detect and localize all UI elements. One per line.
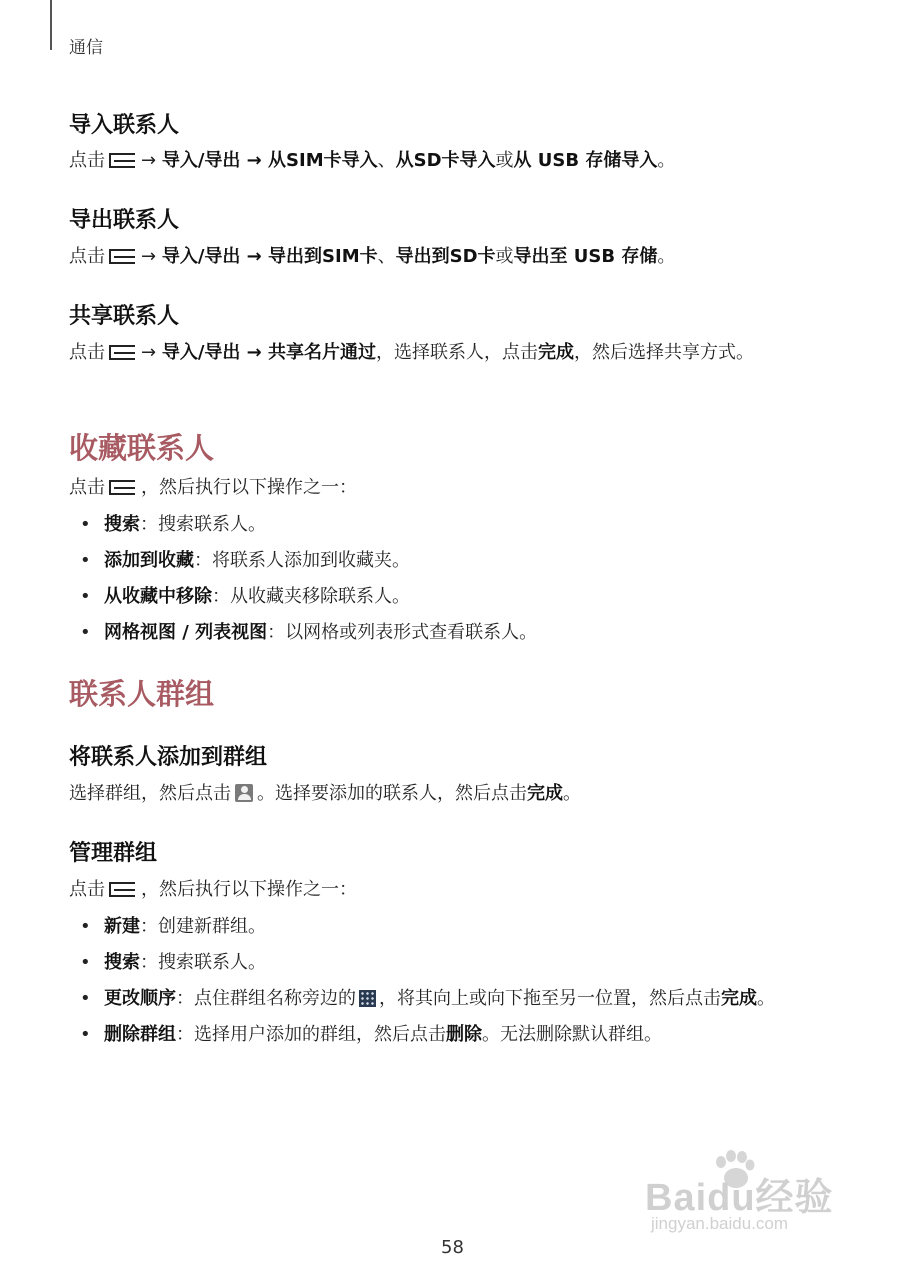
manage-groups-options-list: [80, 913, 840, 1049]
list-item: • 从收藏中移除：从收藏夹移除联系人。: [80, 586, 410, 607]
groups-section-heading: 联系人群组: [69, 677, 215, 711]
add-to-group-text: 选择群组，然后点击 。选择要添加的联系人，然后点击完成。: [69, 783, 581, 804]
watermark-url: jingyan.baidu.com: [651, 1214, 789, 1233]
list-item: • 新建：创建新群组。: [80, 916, 266, 937]
section-header: 通信: [69, 38, 103, 58]
favorites-options-list: [80, 511, 840, 647]
list-item: • 更改顺序：点住群组名称旁边的 ，将其向上或向下拖至另一位置，然后点击完成。: [80, 988, 775, 1009]
watermark-logo: Baidu经验: [645, 1177, 834, 1219]
import-contacts-text: 点击 → 导入/导出 → 从SIM卡导入、从SD卡导入或从 USB 存储导入。: [69, 150, 676, 171]
export-contacts-heading: 导出联系人: [69, 208, 180, 233]
list-item: • 搜索：搜索联系人。: [80, 514, 266, 535]
favorites-section-heading: 收藏联系人: [69, 431, 215, 465]
menu-icon: [109, 345, 135, 360]
baidu-watermark: [645, 1150, 855, 1250]
favorites-intro: 点击 ，然后执行以下操作之一：: [69, 477, 357, 498]
manage-groups-intro: 点击 ，然后执行以下操作之一：: [69, 879, 357, 900]
export-contacts-text: 点击 → 导入/导出 → 导出到SIM卡、导出到SD卡或导出至 USB 存储。: [69, 246, 676, 267]
menu-icon: [109, 480, 135, 495]
share-contacts-heading: 共享联系人: [69, 304, 180, 329]
grid-handle-icon: [359, 990, 376, 1007]
import-contacts-heading: 导入联系人: [69, 113, 180, 138]
add-to-group-heading: 将联系人添加到群组: [69, 745, 268, 770]
menu-icon: [109, 882, 135, 897]
manage-groups-heading: 管理群组: [69, 841, 158, 866]
page-number: 58: [441, 1237, 464, 1258]
list-item: • 搜索：搜索联系人。: [80, 952, 266, 973]
add-contact-icon: [235, 784, 253, 802]
list-item: • 网格视图 / 列表视图：以网格或列表形式查看联系人。: [80, 622, 538, 643]
header-rule: [50, 0, 52, 50]
list-item: • 删除群组：选择用户添加的群组，然后点击删除。无法删除默认群组。: [80, 1024, 662, 1045]
share-contacts-text: 点击 → 导入/导出 → 共享名片通过，选择联系人，点击完成，然后选择共享方式。: [69, 342, 755, 363]
menu-icon: [109, 153, 135, 168]
list-item: • 添加到收藏：将联系人添加到收藏夹。: [80, 550, 410, 571]
menu-icon: [109, 249, 135, 264]
